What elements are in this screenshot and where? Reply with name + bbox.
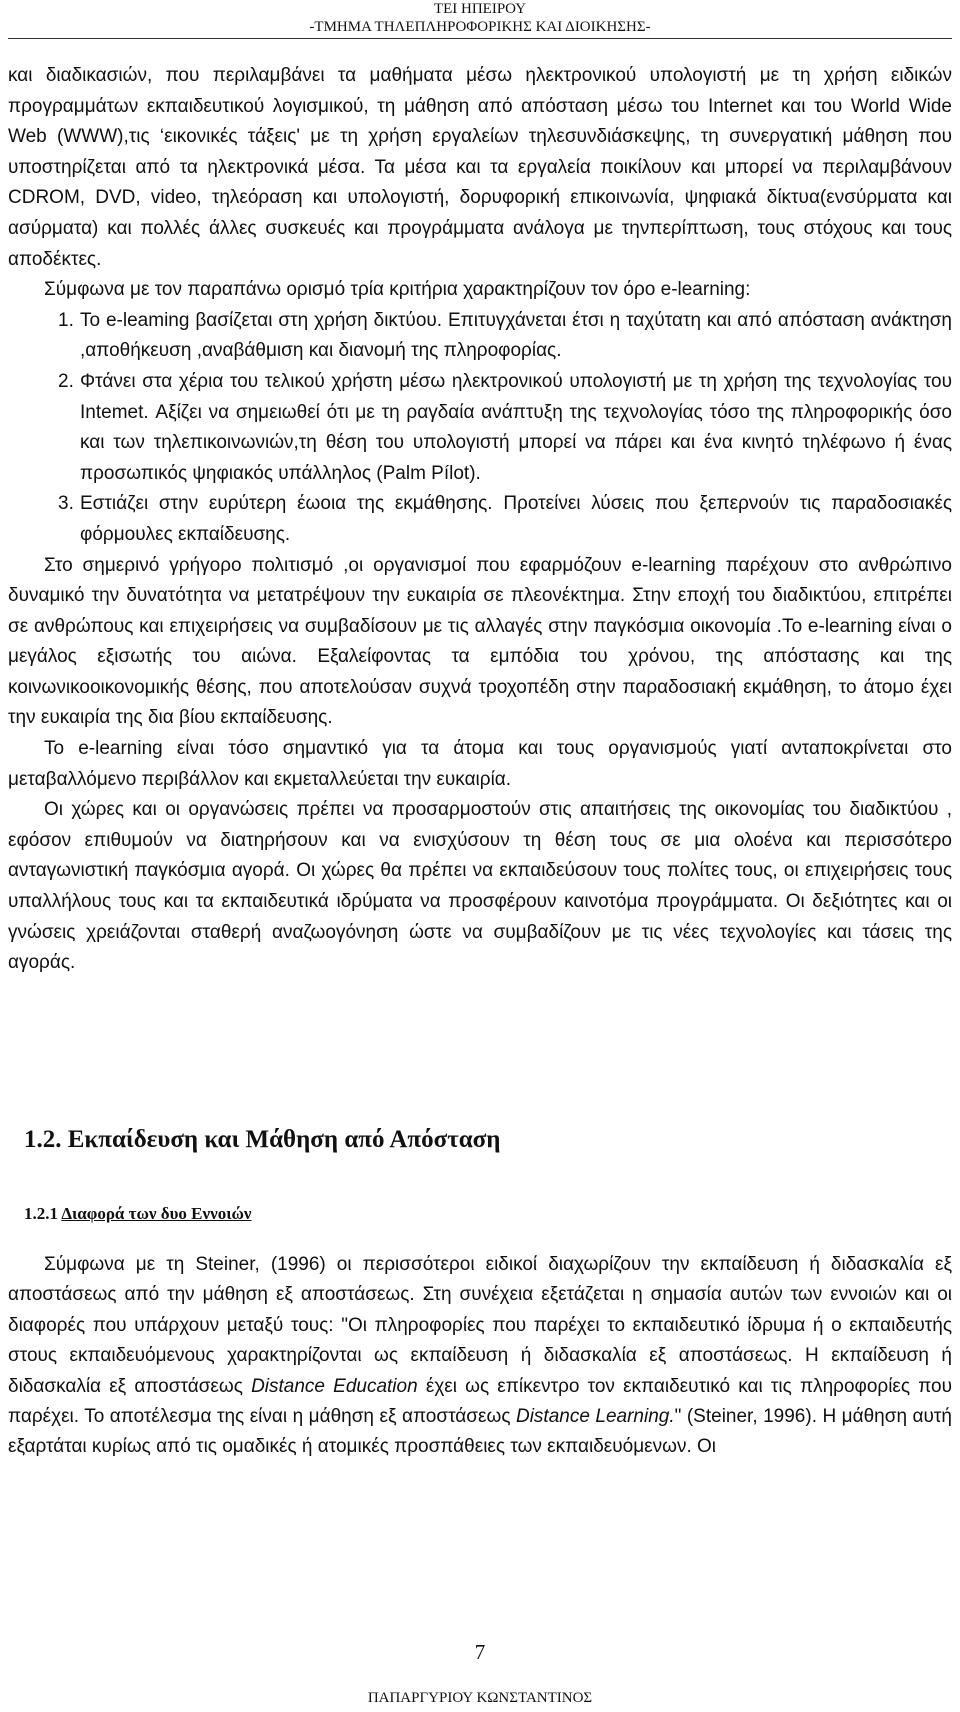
header-rule (8, 38, 952, 39)
subsection-heading (24, 1204, 252, 1224)
list-item (8, 306, 952, 367)
list-text: Φτάνει στα χέρια του τελικού χρήστη μέσω ηλεκτρονικού υπολογιστή με τη χρήση της τεχνολογίας του Intemet. Αξίζει να σημειωθεί ότι με τη ραγδαία ανάπτυξη της τεχνολογίας τόσο της πληροφορικής όσο και των τηλεπικοινωνιών,τη θέση του υπολογιστή μπορεί να πάρει και ένα κινητό τηλέφωνο ή ένας προσωπικός ψηφιακός υπάλληλος (Palm Pílot). (80, 370, 952, 484)
section-text-2: έχει ως επίκεντρο τον εκπαιδευτικό και τις πληροφορίες που παρέχει. Το αποτέλεσμα της είναι η μάθηση εξ αποστάσεως (8, 1375, 953, 1428)
list-text: Το e-leaming βασίζεται στη χρήση δικτύου. Επιτυγχάνεται έτσι η ταχύτατη και από απόσταση ανάκτηση ,αποθήκευση ,αναβάθμιση και διανομή της πληροφορίας. (80, 309, 952, 362)
section-text-3: " (Steiner, 1996). Η μάθηση αυτή εξαρτάται κυρίως από τις ομαδικές ή ατομικές προσπάθειες των εκπαιδευόμενων. Οι (8, 1406, 952, 1458)
list-text: Εστιάζει στην ευρύτερη έωοια της εκμάθησης. Προτείνει λύσεις που ξεπερνούν τις παραδοσιακές φόρμουλες εκπαίδευσης. (80, 493, 952, 545)
header-institution: ΤΕΙ ΗΠΕΙΡΟΥ (433, 1, 527, 17)
body-text (8, 61, 952, 979)
list-number: 3. (58, 493, 74, 515)
section-text-1: Σύμφωνα με τη Steiner, (1996) οι περισσότεροι ειδικοί διαχωρίζουν την εκπαίδευση ή διδασκαλία εξ αποστάσεως από την μάθηση εξ αποστάσεως. Στη συνέχεια εξετάζεται η σημασία αυτών των εννοιών και οι διαφορές που υπάρχουν μεταξύ τους: "Οι πληροφορίες που παρέχει το εκπαιδευτικό ίδρυμα ή ο εκπαιδευτής στους εκπαιδευόμενους χαρακτηρίζονται ως εκπαίδευση ή διδασκαλία εξ αποστάσεως. Η εκπαίδευση ή διδασκαλία εξ αποστάσεως (8, 1254, 952, 1397)
list-item (8, 489, 952, 550)
section-body (8, 1250, 952, 1463)
header-department: -ΤΜΗΜΑ ΤΗΛΕΠΛΗΡΟΦΟΡΙΚΗΣ ΚΑΙ ΔΙΟΙΚΗΣΗΣ- (309, 19, 651, 35)
paragraph-5: Οι χώρες και οι οργανώσεις πρέπει να προσαρμοστούν στις απαιτήσεις της οικονομίας του διαδικτύου , εφόσον επιθυμούν να διατηρήσουν και να ενισχύσουν τη θέση τους σε μια ολοένα και περισσότερο ανταγωνιστική παγκόσμια αγορά. Οι χώρες θα πρέπει να εκπαιδεύσουν τους πολίτες τους, οι επιχειρήσεις τους υπαλλήλους τους και τα εκπαιδευτικά ιδρύματα να προσφέρουν καινοτόμα προγράμματα. Οι δεξιότητες και οι γνώσεις χρειάζονται σταθερή αναζωογόνηση ώστε να συμβαδίζουν με τις νέες τεχνολογίες και τάσεις της αγοράς. (8, 799, 952, 974)
list-number: 1. (58, 309, 74, 331)
list-item (8, 367, 952, 489)
section-paragraph (8, 1250, 952, 1463)
paragraph-4: Το e-learning είναι τόσο σημαντικό για τα άτομα και τους οργανισμούς γιατί ανταποκρίνεται στο μεταβαλλόμενο περιβάλλον και εκμεταλλεύεται την ευκαιρία. (8, 738, 952, 790)
paragraph-2: Σύμφωνα με τον παραπάνω ορισμό τρία κριτήρια χαρακτηρίζουν τον όρο e-learning: (44, 279, 751, 301)
page-number: 7 (474, 1640, 486, 1664)
emphasis-distance-education: Distance Education (251, 1375, 418, 1397)
subsection-title: Διαφορά των δυο Εννοιών (61, 1204, 252, 1223)
page-header (0, 0, 960, 36)
section-heading: 1.2. Εκπαίδευση και Μάθηση από Απόσταση (24, 1126, 501, 1153)
paragraph-1: και διαδικασιών, που περιλαμβάνει τα μαθήματα μέσω ηλεκτρονικού υπολογιστή με τη χρήση ειδικών προγραμμάτων εκπαιδευτικού λογισμικού, τη μάθηση από απόσταση μέσω του Internet και του World Wide Web (WWW),τις ‘εικονικές τάξεις' με τη χρήση εργαλείων τηλεσυνδιάσκεψης, τη συνεργατική μάθηση που υποστηρίζεται από τα ηλεκτρονικά μέσα. Τα μέσα και τα εργαλεία ποικίλουν και μπορεί να περιλαμβάνουν CDROM, DVD, video, τηλεόραση και υπολογιστή, δορυφορική επικοινωνία, ψηφιακά δίκτυα(ενσύρματα και ασύρματα) και πολλές άλλες συσκευές και προγράμματα ανάλογα με τηνπερίπτωση, τους στόχους και τους αποδέκτες. (8, 65, 952, 270)
page-footer-author: ΠΑΠΑΡΓΥΡΙΟΥ ΚΩΝΣΤΑΝΤΙΝΟΣ (367, 1690, 593, 1706)
list-number: 2. (58, 370, 74, 392)
subsection-number: 1.2.1 (24, 1204, 62, 1223)
paragraph-3: Στο σημερινό γρήγορο πολιτισμό ,οι οργανισμοί που εφαρμόζουν e-learning παρέχουν στο ανθρώπινο δυναμικό την δυνατότητα να μετατρέψουν την ευκαιρία σε πλεονέκτημα. Στην εποχή του διαδικτύου, επιτρέπει σε ανθρώπους και επιχειρήσεις να συμβαδίσουν με τις αλλαγές στην παγκόσμια οικονομία .Το e-learning είναι ο μεγάλος εξισωτής του αιώνα. Εξαλείφοντας τα εμπόδια του χρόνου, της απόστασης και της κοινωνικοοικονομικής θέσης, που αποτελούσαν συχνά τροχοπέδη στην παραδοσιακή εκμάθηση, το άτομο έχει την ευκαιρία της δια βίου εκπαίδευσης. (8, 554, 952, 729)
emphasis-distance-learning: Distance Learning. (515, 1406, 675, 1428)
